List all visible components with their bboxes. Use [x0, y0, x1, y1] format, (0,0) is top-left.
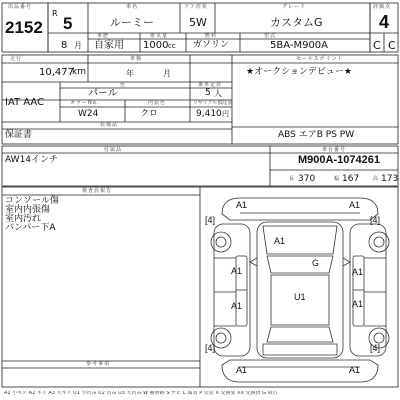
month: 8 [61, 40, 68, 51]
report-grid [2, 187, 398, 387]
inspection-year-unit: 年 [126, 69, 134, 78]
damage-hood: A1 [274, 236, 286, 246]
capacity-unit: 人 [214, 89, 222, 98]
mileage-unit: km [72, 67, 86, 77]
fuel-label: 燃料 [205, 33, 218, 39]
tire-front-left: [4] [205, 215, 216, 225]
accessories-label: 装備品 [100, 122, 119, 128]
exterior-grade: C [388, 39, 396, 52]
length: 370 [298, 174, 316, 184]
right-mirror [343, 258, 350, 266]
damage-right-rear-door: A1 [352, 299, 364, 309]
month-unit: 月 [74, 41, 82, 50]
chassis-label: 車台番号 [322, 147, 347, 153]
equipment-list: ABS エアB PS PW [278, 130, 355, 140]
displacement-unit: cc [168, 42, 176, 50]
model-label: 車名 [126, 4, 139, 10]
lot-number-label: 出品番号 [8, 4, 33, 10]
report-item: 室内汚れ [5, 214, 42, 224]
inspector-report-label: 検査員報告 [82, 188, 113, 194]
color-no-label: カラーNo. [70, 100, 100, 106]
displacement-label: 排気量 [150, 33, 169, 39]
width: 167 [342, 174, 360, 184]
type-label: 型式 [264, 33, 277, 39]
model-name: ルーミー [110, 16, 154, 29]
capacity: 5 [205, 88, 211, 98]
grade: カスタムG [270, 16, 323, 29]
interior-color: クロ [140, 109, 159, 119]
lot-number: 2152 [5, 18, 43, 37]
options-label: 付属品 [104, 147, 123, 153]
tire-rear-right: [4] [370, 343, 381, 353]
windshield [267, 256, 333, 273]
usage: 自家用 [94, 40, 124, 51]
overall-score: 4 [379, 12, 390, 32]
score-label: 評価点 [373, 4, 392, 10]
rear-hatch [263, 344, 337, 355]
width-label: 幅 [334, 176, 341, 182]
height: 173 [381, 174, 399, 184]
report-item: 室内内張傷 [5, 205, 51, 215]
sales-point-label: セールスポイント [296, 56, 344, 62]
body-outline [257, 222, 343, 358]
report-item: コンソール傷 [5, 196, 59, 206]
damage-left-front-door: A1 [231, 266, 243, 276]
damage-right-front-door: A1 [352, 267, 364, 277]
wheels: AW14インチ [5, 155, 59, 165]
damage-rear-bumper-left: A1 [236, 365, 248, 375]
damage-roof: U1 [294, 292, 306, 302]
damage-front-bumper-left: A1 [236, 200, 248, 210]
capacity-label: 乗車定員 [198, 82, 223, 88]
mileage-label: 走行 [10, 56, 23, 62]
recycle-unit: 円 [222, 110, 229, 118]
mileage: 10,477 [39, 67, 74, 78]
door-type: 5W [189, 16, 207, 29]
shift-ac: IAT AAC [5, 97, 45, 108]
recycle-label: リサイクル預託金 [193, 100, 233, 106]
inspection-month-unit: 月 [163, 69, 171, 78]
note-label: 参考事項 [86, 361, 111, 367]
sales-point-text: ★オークションデビュー★ [246, 67, 352, 77]
body-color: パール [88, 88, 118, 99]
model-year: 5 [63, 14, 73, 33]
inspection-label: 車検 [130, 56, 143, 62]
report-item: バンパー下A [5, 223, 56, 233]
tire-front-right: [4] [370, 215, 381, 225]
interior-color-label: 内装色 [148, 100, 167, 106]
tire-rear-left: [4] [205, 343, 216, 353]
recycle-fee: 9,410 [196, 109, 222, 119]
color-label: 色 [120, 82, 127, 88]
interior-grade: C [373, 39, 381, 52]
height-label: 高 [373, 176, 380, 182]
damage-front-bumper-right: A1 [349, 200, 361, 210]
color-no: W24 [78, 109, 99, 119]
length-label: 長 [289, 176, 296, 182]
displacement: 1000 [143, 40, 169, 51]
rear-window [267, 327, 333, 342]
door-label: ドア形状 [184, 4, 208, 10]
damage-windshield: G [312, 258, 320, 268]
era-mark: R [52, 9, 58, 18]
grade-label: グレード [282, 4, 307, 10]
history-label: 車歴 [97, 33, 110, 39]
left-mirror [250, 258, 257, 266]
model-code: 5BA-M900A [270, 40, 329, 51]
damage-left-rear-door: A1 [231, 301, 243, 311]
fuel: ガソリン [193, 40, 230, 50]
car-diagram [211, 198, 389, 382]
damage-legend: A1 小キズ A2 キズ A3 大キズ U1 小凹み U2 凹み U3 大凹み W 補修跡 S サビ C 腐食 P 塗装 X 交換要 XX 交換済 G 飛石 [4, 391, 278, 396]
damage-rear-bumper-right: A1 [349, 365, 361, 375]
documents: 保証書 [5, 130, 33, 140]
chassis-number: M900A-1074261 [298, 154, 380, 166]
